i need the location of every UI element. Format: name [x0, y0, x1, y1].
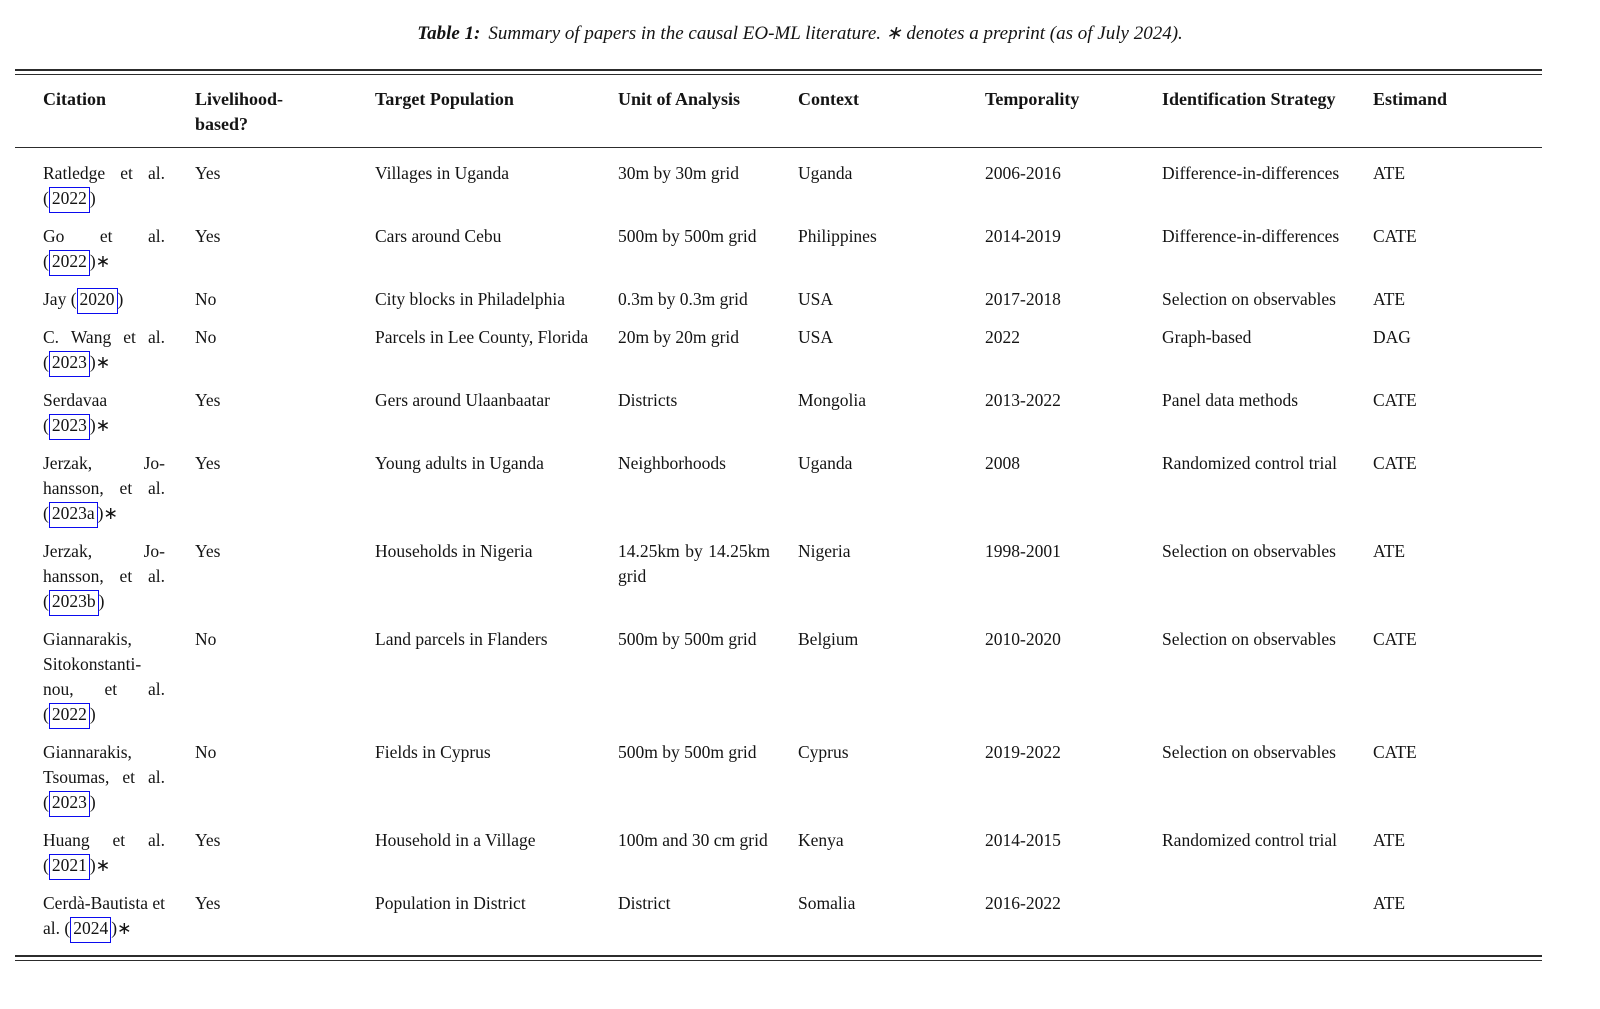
cell-estimand: CATE [1373, 390, 1417, 410]
cell-estimand: ATE [1373, 830, 1406, 850]
cell-livelihood: Yes [195, 893, 221, 913]
cell-context: Philippines [798, 226, 877, 246]
summary-table-head [15, 75, 1542, 148]
cell-citation [15, 375, 195, 438]
cell-unit: 500m by 500m grid [618, 742, 757, 762]
citation-suffix: ) [89, 704, 96, 724]
table-row [15, 878, 1542, 955]
col-header-target: Target Population [375, 75, 618, 148]
citation-year-link[interactable]: 2023 [49, 351, 90, 377]
cell-unit: District [618, 893, 671, 913]
cell-target: Villages in Uganda [375, 163, 510, 183]
table-row [15, 148, 1542, 212]
table-row [15, 438, 1542, 526]
cell-temporality: 2022 [985, 327, 1020, 347]
citation-text: Go et al. ( [43, 226, 165, 271]
cell-context: USA [798, 327, 834, 347]
cell-temporality: 2014-2019 [985, 226, 1061, 246]
table-row [15, 312, 1542, 375]
citation-suffix: )∗ [111, 918, 132, 938]
cell-unit: 30m by 30m grid [618, 163, 740, 183]
cell-unit: 0.3m by 0.3m grid [618, 289, 748, 309]
citation-suffix: ) [98, 591, 105, 611]
cell-identification: Selection on observables [1162, 289, 1336, 309]
cell-temporality: 2014-2015 [985, 830, 1061, 850]
cell-citation [15, 614, 195, 727]
cell-estimand: ATE [1373, 289, 1406, 309]
citation-text: Ratledge et al. ( [43, 163, 165, 208]
cell-estimand: CATE [1373, 742, 1417, 762]
citation-suffix: )∗ [97, 503, 119, 523]
cell-context: Somalia [798, 893, 856, 913]
citation-suffix: )∗ [89, 415, 111, 435]
citation-suffix: )∗ [89, 352, 111, 372]
table-caption [0, 0, 1600, 69]
table-row [15, 375, 1542, 438]
cell-unit: Neighborhoods [618, 453, 726, 473]
cell-target: Household in a Village [375, 830, 536, 850]
table-caption-label: Table 1: [417, 23, 481, 44]
cell-livelihood: No [195, 289, 217, 309]
table-row [15, 211, 1542, 274]
header-row [15, 75, 1542, 148]
cell-target: Cars around Cebu [375, 226, 502, 246]
col-header-citation: Citation [15, 75, 195, 148]
cell-citation [15, 727, 195, 815]
cell-temporality: 2008 [985, 453, 1020, 473]
cell-citation [15, 438, 195, 526]
cell-livelihood: Yes [195, 541, 221, 561]
cell-target: Young adults in Uganda [375, 453, 544, 473]
cell-temporality: 2019-2022 [985, 742, 1061, 762]
summary-table [15, 75, 1542, 955]
citation-year-link[interactable]: 2024 [70, 917, 111, 943]
cell-identification: Selection on observables [1162, 629, 1336, 649]
cell-context: Kenya [798, 830, 844, 850]
cell-unit: 100m and 30 cm grid [618, 830, 768, 850]
citation-suffix: ) [117, 289, 124, 309]
table-caption-text: Summary of papers in the causal EO-ML literature. ∗ denotes a preprint (as of July 2024). [488, 23, 1183, 44]
cell-identification: Randomized control trial [1162, 453, 1337, 473]
cell-identification [1162, 878, 1373, 955]
cell-target: Households in Nigeria [375, 541, 533, 561]
cell-unit: 14.25km by 14.25km grid [618, 541, 770, 586]
citation-suffix: ) [89, 792, 96, 812]
col-header-livelihood: Livelihood-based? [195, 75, 375, 148]
cell-livelihood: Yes [195, 226, 221, 246]
cell-citation [15, 878, 195, 955]
col-header-estimand: Estimand [1373, 75, 1542, 148]
cell-context: USA [798, 289, 834, 309]
citation-year-link[interactable]: 2023b [49, 590, 99, 616]
table-row [15, 274, 1542, 312]
cell-context: Uganda [798, 163, 853, 183]
cell-temporality: 2010-2020 [985, 629, 1061, 649]
citation-suffix: )∗ [89, 251, 111, 271]
citation-year-link[interactable]: 2023 [49, 414, 90, 440]
cell-context: Mongolia [798, 390, 867, 410]
cell-livelihood: No [195, 629, 217, 649]
table-row [15, 526, 1542, 614]
cell-identification: Difference-in-differences [1162, 226, 1340, 246]
col-header-unit: Unit of Analysis [618, 75, 798, 148]
cell-identification: Selection on observables [1162, 541, 1336, 561]
cell-unit: 500m by 500m grid [618, 629, 757, 649]
citation-text: Jerzak, Johansson, et al. ( [43, 453, 165, 523]
cell-context: Belgium [798, 629, 859, 649]
cell-citation [15, 526, 195, 614]
cell-temporality: 2013-2022 [985, 390, 1061, 410]
citation-year-link[interactable]: 2023a [49, 502, 98, 528]
citation-text: C. Wang et al. ( [43, 327, 165, 372]
cell-temporality: 2006-2016 [985, 163, 1061, 183]
citation-suffix: )∗ [89, 855, 111, 875]
cell-estimand: CATE [1373, 453, 1417, 473]
col-header-context: Context [798, 75, 985, 148]
citation-year-link[interactable]: 2020 [77, 288, 118, 314]
table-row [15, 614, 1542, 727]
cell-context: Nigeria [798, 541, 851, 561]
cell-target: Population in District [375, 893, 526, 913]
bottom-double-rule [15, 955, 1542, 961]
cell-unit: 500m by 500m grid [618, 226, 757, 246]
citation-year-link[interactable]: 2023 [49, 791, 90, 817]
cell-target: Fields in Cyprus [375, 742, 491, 762]
cell-estimand: DAG [1373, 327, 1411, 347]
cell-citation [15, 211, 195, 274]
cell-unit: 20m by 20m grid [618, 327, 740, 347]
cell-livelihood: No [195, 327, 217, 347]
table-row [15, 815, 1542, 878]
citation-text: Jay ( [43, 289, 77, 309]
cell-identification: Difference-in-differences [1162, 163, 1340, 183]
cell-target: Parcels in Lee County, Florida [375, 327, 589, 347]
cell-citation [15, 312, 195, 375]
citation-text: Cerdà-Bautista et al. ( [43, 893, 165, 938]
cell-estimand: ATE [1373, 893, 1406, 913]
cell-livelihood: Yes [195, 390, 221, 410]
cell-identification: Graph-based [1162, 327, 1252, 347]
citation-year-link[interactable]: 2021 [49, 854, 90, 880]
cell-estimand: CATE [1373, 226, 1417, 246]
cell-context: Uganda [798, 453, 853, 473]
citation-text: Huang et al. ( [43, 830, 165, 875]
cell-citation [15, 148, 195, 212]
cell-livelihood: Yes [195, 830, 221, 850]
table-row [15, 727, 1542, 815]
cell-citation [15, 274, 195, 312]
cell-estimand: ATE [1373, 163, 1406, 183]
cell-temporality: 1998-2001 [985, 541, 1061, 561]
cell-temporality: 2016-2022 [985, 893, 1061, 913]
cell-livelihood: Yes [195, 453, 221, 473]
citation-text: Giannarakis, Sitokonstantinou, et al. ( [43, 629, 165, 724]
cell-target: Land parcels in Flanders [375, 629, 548, 649]
citation-text: Giannarakis, Tsoumas, et al. ( [43, 742, 165, 812]
cell-livelihood: No [195, 742, 217, 762]
cell-identification: Selection on observables [1162, 742, 1336, 762]
citation-year-link[interactable]: 2022 [49, 703, 90, 729]
cell-citation [15, 815, 195, 878]
citation-suffix: ) [89, 188, 96, 208]
cell-estimand: CATE [1373, 629, 1417, 649]
citation-text: Jerzak, Johansson, et al. ( [43, 541, 165, 611]
cell-temporality: 2017-2018 [985, 289, 1061, 309]
cell-target: City blocks in Philadelphia [375, 289, 566, 309]
cell-context: Cyprus [798, 742, 849, 762]
col-header-identification: Identification Strategy [1162, 75, 1373, 148]
citation-year-link[interactable]: 2022 [49, 187, 90, 213]
cell-unit: Districts [618, 390, 678, 410]
cell-identification: Randomized control trial [1162, 830, 1337, 850]
col-header-temporality: Temporality [985, 75, 1162, 148]
cell-estimand: ATE [1373, 541, 1406, 561]
cell-livelihood: Yes [195, 163, 221, 183]
summary-table-body [15, 148, 1542, 956]
citation-text: Serdavaa ( [43, 390, 108, 435]
cell-identification: Panel data methods [1162, 390, 1299, 410]
cell-target: Gers around Ulaanbaatar [375, 390, 550, 410]
citation-year-link[interactable]: 2022 [49, 250, 90, 276]
